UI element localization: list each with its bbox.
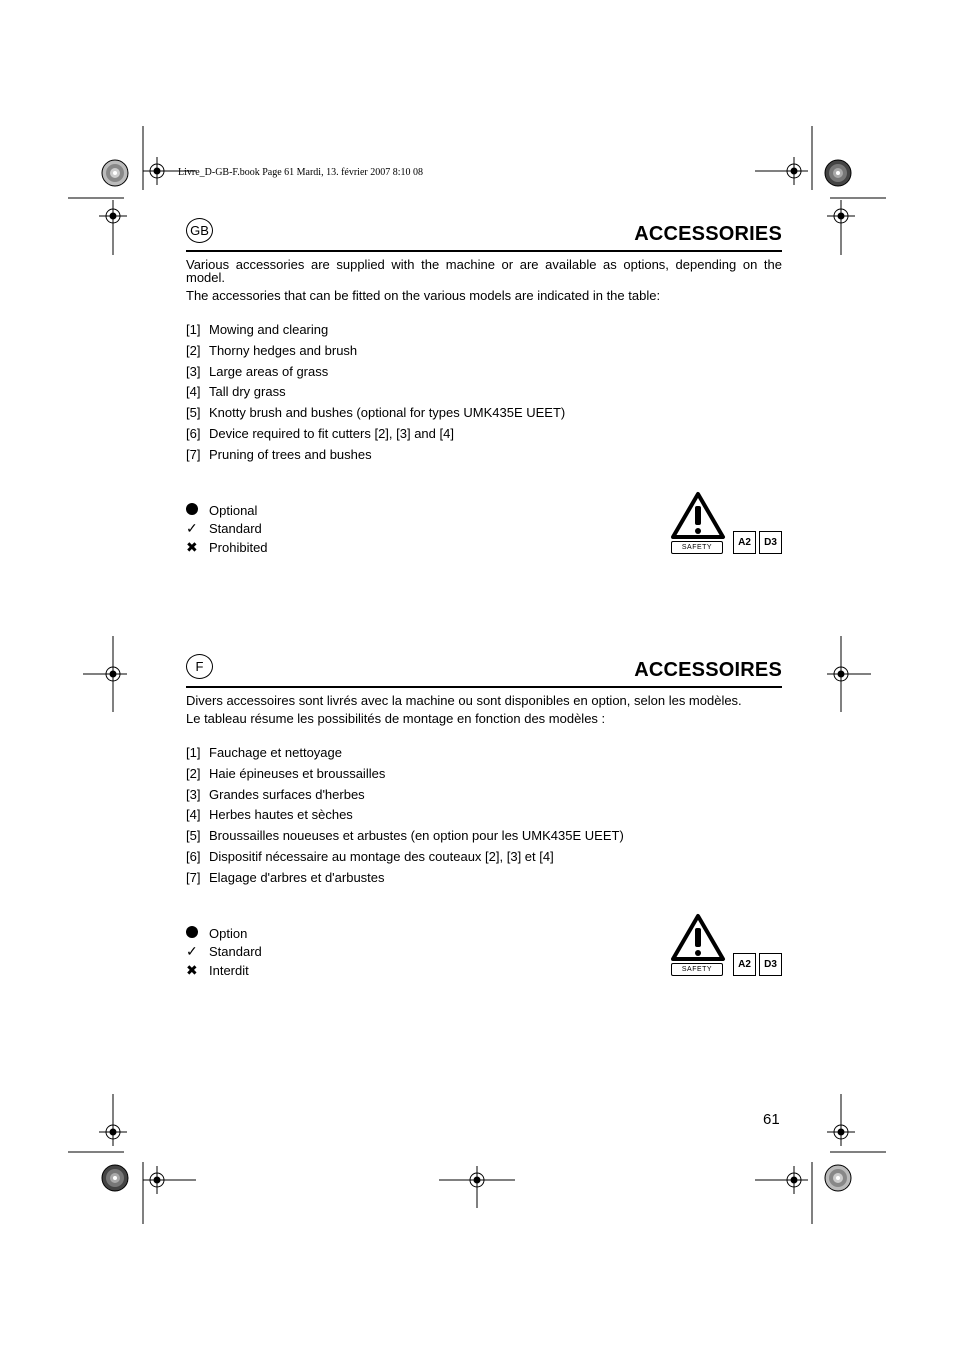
safety-block: [670, 491, 782, 557]
list-item: [186, 807, 624, 828]
section-title: ACCESSOIRES: [634, 659, 782, 681]
warning-triangle-icon: [670, 491, 726, 541]
item-number: [4]: [186, 807, 201, 823]
item-text: Knotty brush and bushes (optional for types UMK435E UEET): [209, 405, 566, 421]
cross-icon: ✖: [186, 538, 198, 555]
list-item: [186, 447, 565, 468]
intro-text: [186, 694, 782, 730]
item-number: [1]: [186, 745, 201, 760]
list-item: [186, 828, 624, 849]
item-text: Thorny hedges and brush: [209, 342, 358, 358]
list-item: [186, 364, 565, 385]
item-number: [7]: [186, 869, 201, 885]
filled-dot-icon: [186, 926, 198, 938]
item-text: Pruning of trees and bushes: [209, 446, 372, 462]
list-item: [186, 870, 624, 891]
item-text: Large areas of grass: [209, 363, 329, 379]
item-text: Haie épineuses et broussailles: [209, 765, 386, 781]
legend-label: Standard: [209, 944, 262, 960]
list-item: [186, 849, 624, 870]
intro-paragraph: Le tableau résume les possibilités de montage en fonction des modèles :: [186, 711, 606, 726]
safety-code-a2: A2: [733, 531, 756, 554]
item-number: [3]: [186, 786, 201, 802]
item-number: [7]: [186, 446, 201, 462]
section-title: ACCESSORIES: [634, 223, 782, 245]
intro-paragraph: The accessories that can be fitted on the various models are indicated in the table:: [186, 288, 661, 303]
list-item: [186, 343, 565, 364]
item-number: [3]: [186, 363, 201, 379]
list-item: [186, 426, 565, 447]
item-text: Tall dry grass: [209, 384, 286, 400]
item-number: [2]: [186, 342, 201, 358]
item-text: Mowing and clearing: [209, 322, 329, 337]
item-text: Broussailles noueuses et arbustes (en option pour les UMK435E UEET): [209, 828, 624, 844]
item-text: Herbes hautes et sèches: [209, 807, 353, 823]
cross-icon: ✖: [186, 961, 198, 978]
section-gb: [186, 218, 782, 563]
safety-code-d3: D3: [759, 953, 782, 976]
item-text: Device required to fit cutters [2], [3] and [4]: [209, 425, 454, 441]
language-badge: GB: [186, 218, 213, 243]
list-item: [186, 787, 624, 808]
language-badge: F: [186, 654, 213, 679]
safety-label: SAFETY: [671, 541, 723, 554]
safety-block: [670, 913, 782, 979]
item-number: [1]: [186, 322, 201, 337]
accessory-list: [186, 322, 565, 468]
item-text: Elagage d'arbres et d'arbustes: [209, 869, 385, 885]
safety-code-d3: D3: [759, 531, 782, 554]
item-number: [5]: [186, 405, 201, 421]
item-text: Fauchage et nettoyage: [209, 745, 342, 760]
title-rule: [186, 250, 782, 252]
legend-option: [186, 924, 262, 943]
list-item: [186, 766, 624, 787]
legend-label: Option: [209, 925, 248, 941]
accessory-list: [186, 745, 624, 891]
legend-standard: [186, 520, 268, 539]
intro-paragraph: Various accessories are supplied with the machine or are available as options, depending on the model.: [186, 257, 782, 285]
legend-label: Prohibited: [209, 539, 268, 555]
list-item: [186, 384, 565, 405]
file-header-line: Livre_D-GB-F.book Page 61 Mardi, 13. février 2007 8:10 08: [178, 167, 423, 178]
item-number: [6]: [186, 425, 201, 441]
legend-prohibited: [186, 538, 268, 557]
item-number: [2]: [186, 765, 201, 781]
intro-text: [186, 258, 782, 307]
legend: [186, 501, 268, 557]
legend-label: Interdit: [209, 962, 249, 978]
checkmark-icon: ✓: [186, 943, 198, 960]
section-f: [186, 654, 782, 989]
safety-label: SAFETY: [671, 963, 723, 976]
checkmark-icon: ✓: [186, 520, 198, 537]
item-text: Dispositif nécessaire au montage des couteaux [2], [3] et [4]: [209, 848, 554, 864]
item-number: [4]: [186, 384, 201, 400]
warning-triangle-icon: [670, 913, 726, 963]
item-text: Grandes surfaces d'herbes: [209, 786, 365, 802]
safety-code-a2: A2: [733, 953, 756, 976]
list-item: [186, 745, 624, 766]
item-number: [5]: [186, 828, 201, 844]
list-item: [186, 405, 565, 426]
filled-dot-icon: [186, 503, 198, 515]
page-number: 61: [763, 1111, 780, 1128]
legend-prohibited: [186, 961, 262, 980]
legend-label: Optional: [209, 502, 258, 518]
list-item: [186, 322, 565, 343]
legend-optional: [186, 501, 268, 520]
legend-label: Standard: [209, 521, 262, 537]
legend-standard: [186, 943, 262, 962]
legend: [186, 924, 262, 980]
item-number: [6]: [186, 848, 201, 864]
title-rule: [186, 686, 782, 688]
intro-paragraph: Divers accessoires sont livrés avec la machine ou sont disponibles en option, selon les modèles.: [186, 693, 742, 708]
